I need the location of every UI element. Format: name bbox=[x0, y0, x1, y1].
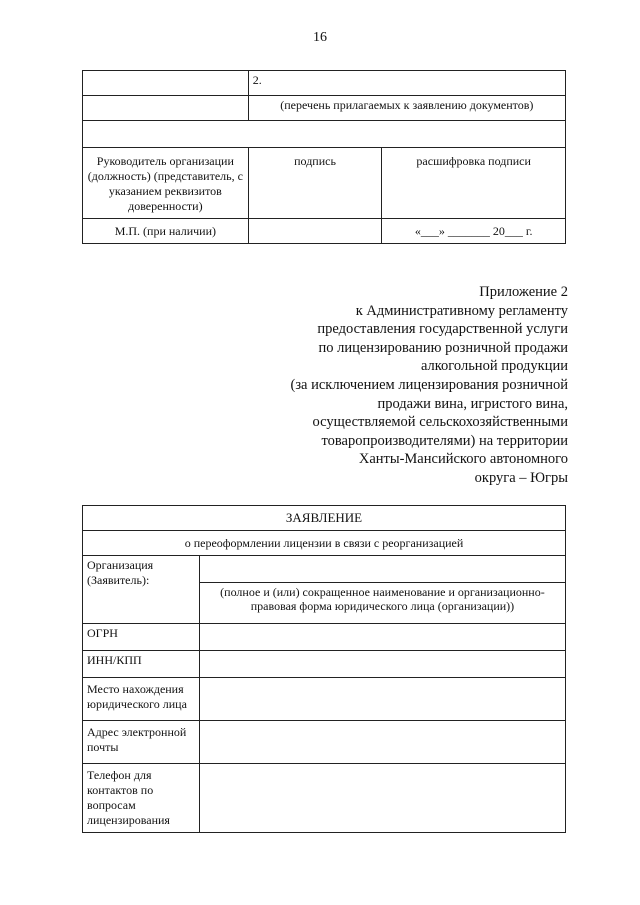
stamp-row bbox=[83, 219, 566, 244]
email-field[interactable] bbox=[199, 721, 565, 764]
email-label: Адрес электронной почты bbox=[83, 721, 200, 764]
inn-kpp-row bbox=[83, 651, 566, 678]
organization-field[interactable] bbox=[199, 556, 565, 583]
page-number: 16 bbox=[313, 30, 327, 45]
phone-field[interactable] bbox=[199, 764, 565, 833]
signature-row bbox=[83, 148, 566, 219]
appendix-line: Ханты-Мансийского автономного bbox=[358, 451, 568, 468]
appendix-line: округа – Югры bbox=[474, 469, 568, 486]
empty-cell bbox=[83, 71, 249, 96]
address-row bbox=[83, 678, 566, 721]
appendix-line: осуществляемой сельскохозяйственными bbox=[312, 414, 568, 431]
empty-cell bbox=[248, 219, 382, 244]
table-row bbox=[83, 121, 566, 148]
inn-kpp-field[interactable] bbox=[199, 651, 565, 678]
address-label: Место нахождения юридического лица bbox=[83, 678, 200, 721]
appendix-line: предоставления государственной услуги bbox=[317, 321, 568, 338]
stamp-label: М.П. (при наличии) bbox=[83, 219, 249, 244]
role-label: Руководитель организации (должность) (представитель, с указанием реквизитов доверенности) bbox=[83, 148, 249, 219]
ogrn-field[interactable] bbox=[199, 624, 565, 651]
address-field[interactable] bbox=[199, 678, 565, 721]
table-row bbox=[83, 71, 566, 96]
appendix-line: товаропроизводителями) на территории bbox=[321, 432, 568, 449]
appendix-heading bbox=[248, 283, 568, 488]
appendix-line: по лицензированию розничной продажи bbox=[318, 339, 568, 356]
table-row bbox=[83, 96, 566, 121]
appendix-line: Приложение 2 bbox=[479, 284, 568, 300]
documents-caption: (перечень прилагаемых к заявлению документов) bbox=[248, 96, 565, 121]
phone-label: Телефон для контактов по вопросам лицензирования bbox=[83, 764, 200, 833]
appendix-line: (за исключением лицензирования розничной bbox=[290, 376, 568, 393]
empty-cell bbox=[83, 96, 249, 121]
ogrn-row bbox=[83, 624, 566, 651]
signature-decoding-label: расшифровка подписи bbox=[382, 148, 566, 219]
form-subtitle: о переоформлении лицензии в связи с реорганизацией bbox=[83, 531, 566, 556]
organization-label: Организация (Заявитель): bbox=[83, 556, 200, 624]
item-number-cell: 2. bbox=[248, 71, 565, 96]
appendix-line: алкогольной продукции bbox=[420, 358, 568, 375]
signature-label: подпись bbox=[248, 148, 382, 219]
form-subtitle-row bbox=[83, 531, 566, 556]
blank-row-cell bbox=[83, 121, 566, 148]
form-title: ЗАЯВЛЕНИЕ bbox=[83, 506, 566, 531]
application-form-table bbox=[82, 505, 566, 833]
appendix-line: к Административному регламенту bbox=[355, 302, 568, 319]
organization-row bbox=[83, 556, 566, 583]
attached-documents-table bbox=[82, 70, 566, 244]
ogrn-label: ОГРН bbox=[83, 624, 200, 651]
appendix-line: продажи вина, игристого вина, bbox=[377, 395, 568, 412]
organization-note: (полное и (или) сокращенное наименование и организационно-правовая форма юридического лица (организации)) bbox=[199, 583, 565, 624]
inn-kpp-label: ИНН/КПП bbox=[83, 651, 200, 678]
form-title-row bbox=[83, 506, 566, 531]
phone-row bbox=[83, 764, 566, 833]
email-row bbox=[83, 721, 566, 764]
date-label: «___» _______ 20___ г. bbox=[382, 219, 566, 244]
